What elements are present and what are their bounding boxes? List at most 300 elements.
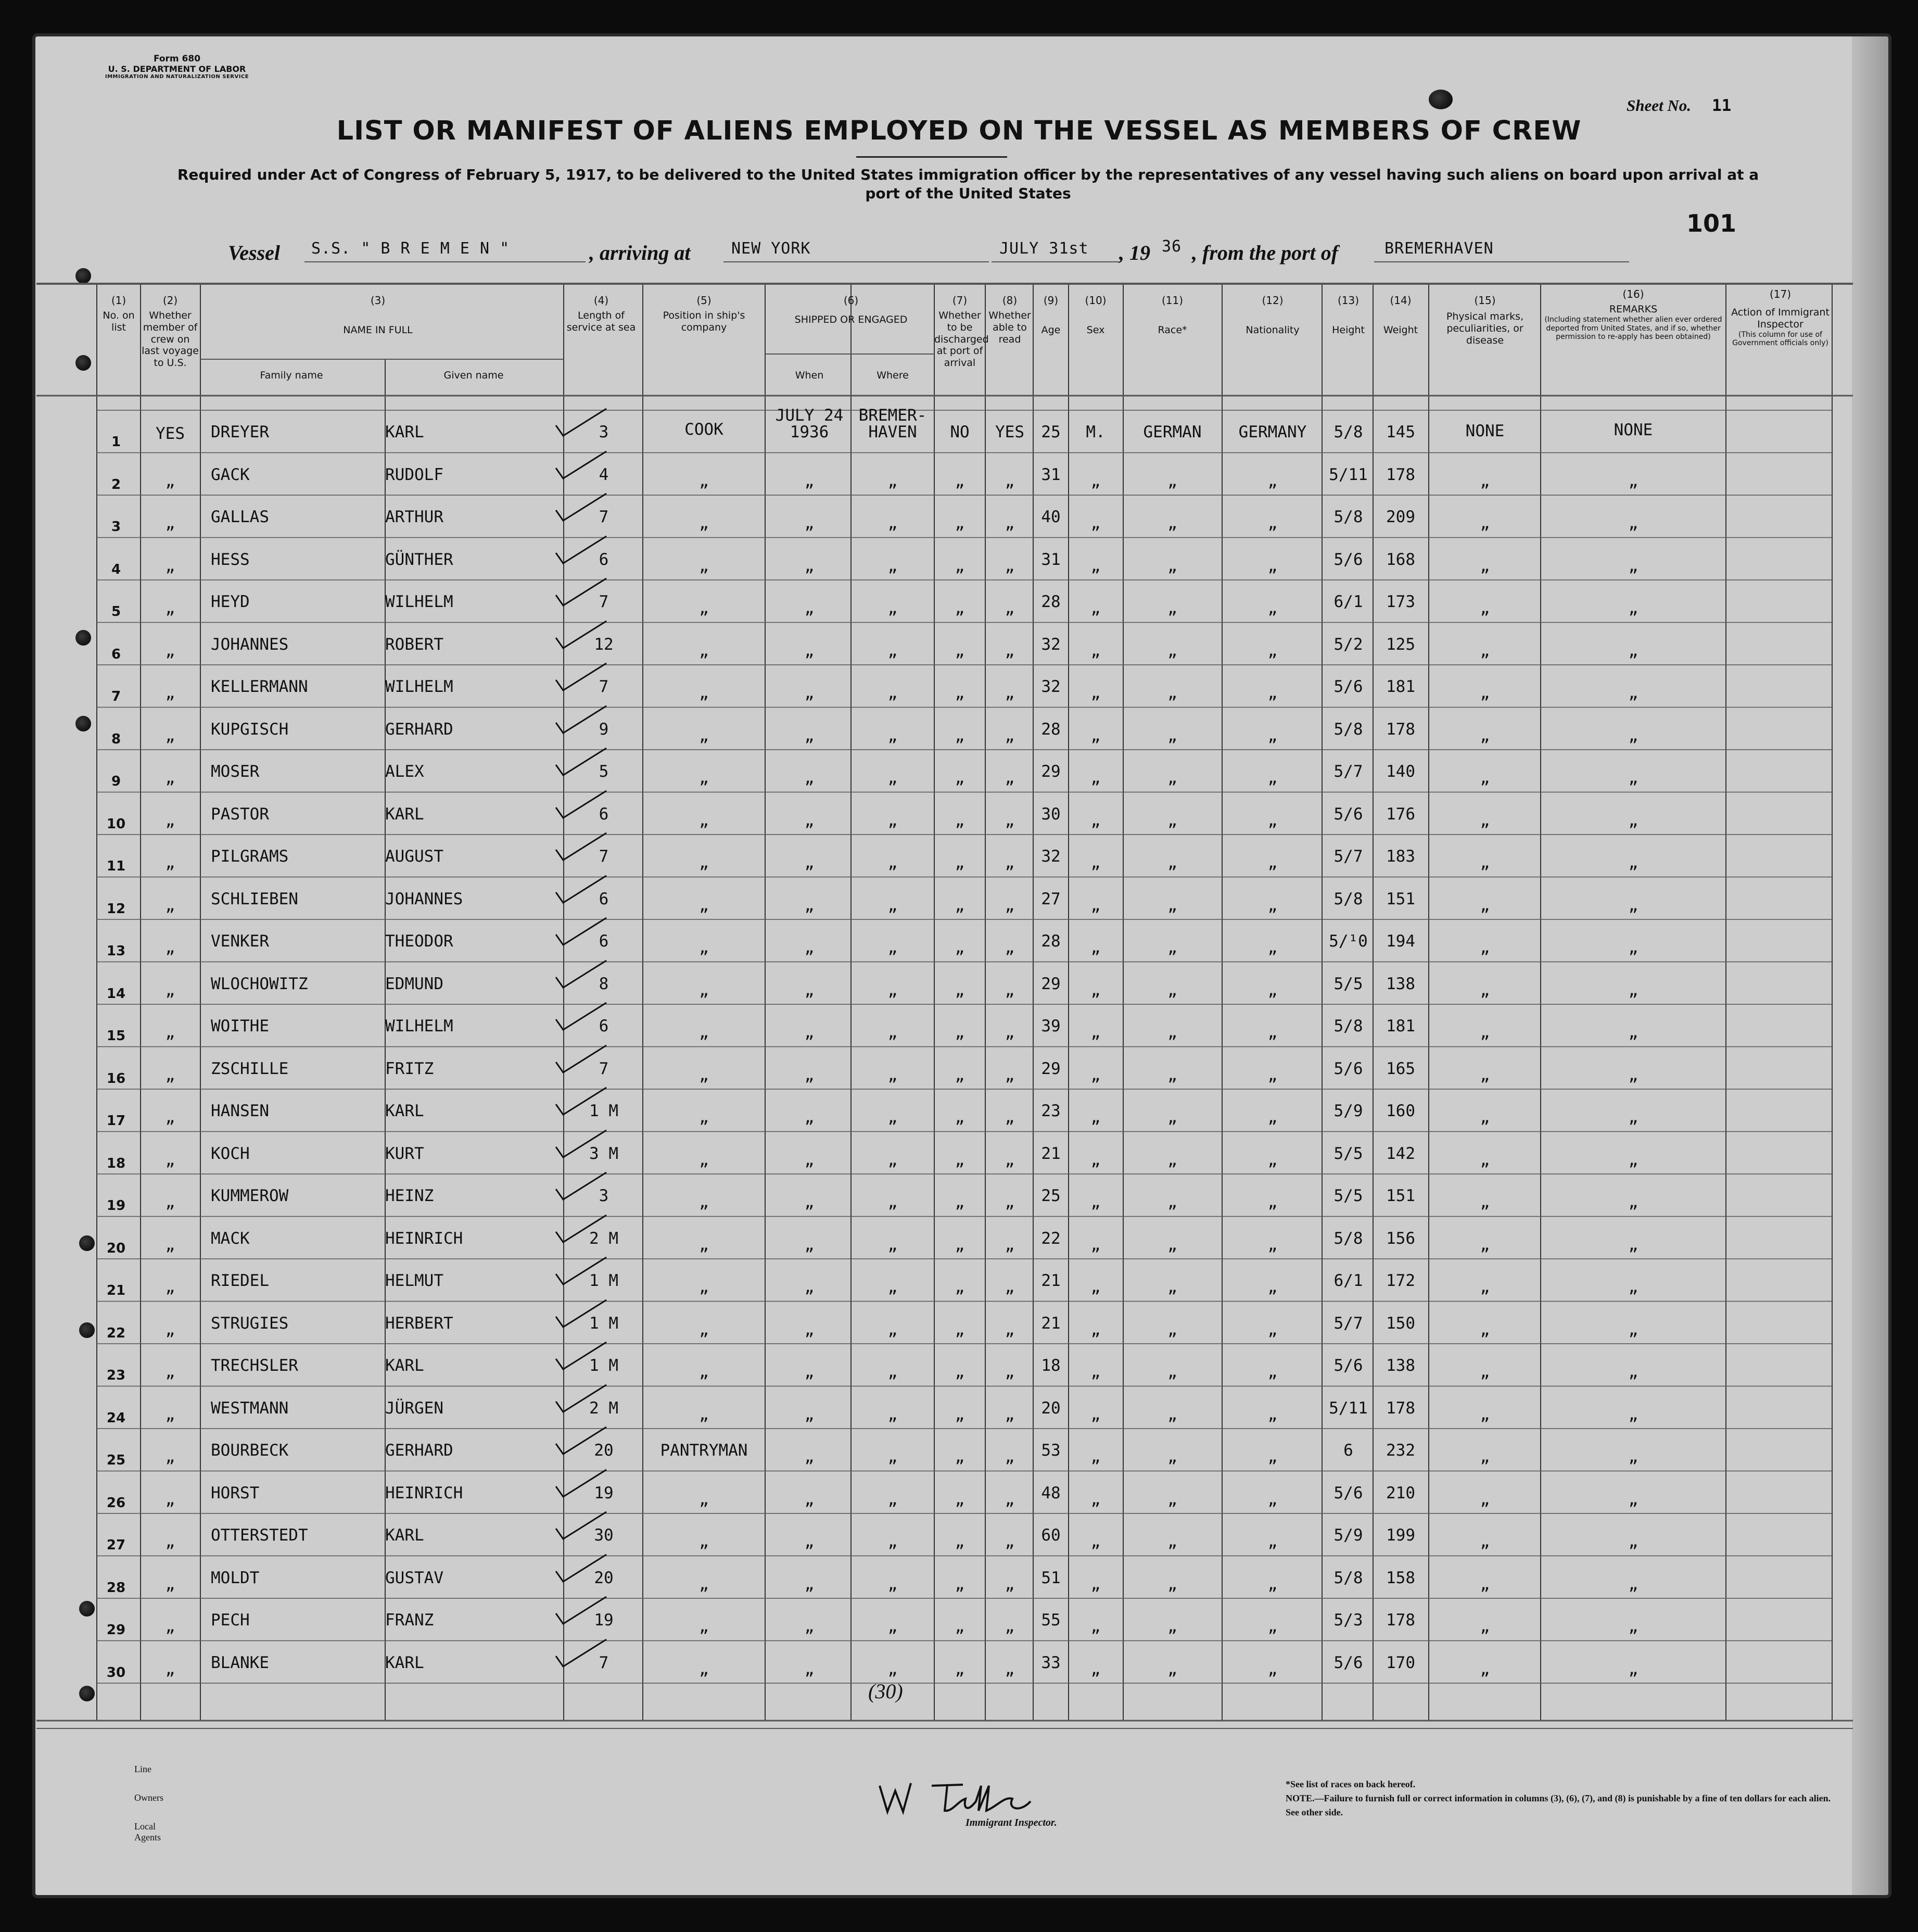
ditto-position: „ xyxy=(699,853,709,872)
ditto-remarks: „ xyxy=(1628,1023,1638,1042)
ditto-sex: „ xyxy=(1090,684,1101,702)
height: 5/5 xyxy=(1333,1144,1363,1163)
age: 21 xyxy=(1041,1144,1061,1163)
age: 27 xyxy=(1041,889,1061,908)
given-name: EDMUND xyxy=(385,974,443,993)
given-name: GERHARD xyxy=(385,719,453,739)
row-number: 8 xyxy=(111,731,121,747)
ditto-read: „ xyxy=(1005,1023,1015,1042)
given-name: GÜNTHER xyxy=(385,550,453,569)
line-label: Line xyxy=(134,1764,151,1774)
ditto-where: „ xyxy=(887,726,898,745)
family-name: JOHANNES xyxy=(211,635,289,654)
ditto-last-voyage: „ xyxy=(165,811,175,830)
age: 22 xyxy=(1041,1229,1061,1248)
header-age: (9) Age xyxy=(1041,294,1061,336)
ditto-sex: „ xyxy=(1090,1065,1101,1084)
row-number: 12 xyxy=(106,901,126,917)
page-subtitle: Required under Act of Congress of February 5, 1917, to be delivered to the United States immigration officer by the representatives of any vessel having such aliens on board upon arrival at a port of the United States xyxy=(177,166,1759,203)
height: 5/7 xyxy=(1333,1314,1363,1333)
age: 39 xyxy=(1041,1017,1061,1036)
ditto-when: „ xyxy=(804,1108,815,1127)
ditto-nationality: „ xyxy=(1267,980,1278,1000)
row-number: 21 xyxy=(106,1283,126,1298)
given-name: HEINRICH xyxy=(385,1229,463,1248)
ditto-nationality: „ xyxy=(1267,1489,1278,1509)
age: 32 xyxy=(1041,635,1061,654)
age: 40 xyxy=(1041,508,1061,526)
ditto-position: „ xyxy=(699,684,709,702)
service-length: 3 xyxy=(599,423,609,441)
weight: 150 xyxy=(1386,1314,1415,1333)
ditto-last-voyage: „ xyxy=(165,1023,175,1042)
ditto-nationality: „ xyxy=(1267,556,1278,575)
service-length: 1 M xyxy=(589,1356,618,1375)
ditto-where: „ xyxy=(887,641,898,660)
ditto-discharged: „ xyxy=(955,895,965,915)
ditto-when: „ xyxy=(804,1532,815,1551)
remarks-value: NONE xyxy=(1614,421,1653,439)
arrival-date: JULY 31st xyxy=(999,239,1089,258)
ditto-position: „ xyxy=(699,514,709,533)
ditto-when: „ xyxy=(804,1320,815,1339)
height: 5/11 xyxy=(1329,465,1368,484)
ditto-discharged: „ xyxy=(955,1193,965,1211)
ditto-sex: „ xyxy=(1090,1193,1101,1211)
height: 5/5 xyxy=(1333,974,1363,993)
family-name: WESTMANN xyxy=(211,1398,289,1418)
ditto-where: „ xyxy=(887,1362,898,1381)
year-suffix: 36 xyxy=(1162,237,1182,256)
service-length: 7 xyxy=(599,847,609,866)
shipped-where-line1: BREMER- xyxy=(858,406,927,425)
physical-value: NONE xyxy=(1465,422,1505,440)
header-where: Where xyxy=(877,370,909,381)
ditto-physical: „ xyxy=(1480,1489,1490,1509)
ditto-physical: „ xyxy=(1480,1193,1490,1211)
given-name: THEODOR xyxy=(385,932,453,951)
ditto-race: „ xyxy=(1167,1362,1177,1381)
ditto-where: „ xyxy=(887,514,898,533)
ditto-position: „ xyxy=(699,811,709,830)
ditto-read: „ xyxy=(1005,1574,1015,1594)
height: 5/8 xyxy=(1333,719,1363,739)
ditto-physical: „ xyxy=(1480,768,1490,787)
ditto-when: „ xyxy=(804,1447,815,1466)
ditto-when: „ xyxy=(804,1235,815,1254)
ditto-physical: „ xyxy=(1480,1405,1490,1424)
service-length: 30 xyxy=(594,1526,614,1545)
ditto-sex: „ xyxy=(1090,980,1101,1000)
service-length: 7 xyxy=(599,592,609,611)
check-mark xyxy=(552,1211,609,1247)
check-mark xyxy=(552,872,609,908)
ditto-nationality: „ xyxy=(1267,853,1278,872)
family-name: PECH xyxy=(211,1611,250,1630)
service-length: 7 xyxy=(599,508,609,526)
service-length: 12 xyxy=(594,635,614,654)
family-name: BOURBECK xyxy=(211,1441,289,1460)
given-name: RUDOLF xyxy=(385,465,443,484)
service-length: 6 xyxy=(599,889,609,908)
ditto-nationality: „ xyxy=(1267,938,1278,957)
weight: 142 xyxy=(1386,1144,1415,1163)
ditto-last-voyage: „ xyxy=(165,556,175,575)
ditto-read: „ xyxy=(1005,1659,1015,1678)
ditto-remarks: „ xyxy=(1628,853,1638,872)
ditto-read: „ xyxy=(1005,811,1015,830)
weight: 125 xyxy=(1386,635,1415,654)
age: 55 xyxy=(1041,1611,1061,1630)
check-mark xyxy=(552,659,609,696)
row-number: 26 xyxy=(106,1495,126,1511)
ditto-read: „ xyxy=(1005,1447,1015,1466)
height: 5/6 xyxy=(1333,804,1363,824)
height: 5/6 xyxy=(1333,1653,1363,1672)
age: 28 xyxy=(1041,932,1061,951)
weight: 232 xyxy=(1386,1441,1415,1460)
ditto-read: „ xyxy=(1005,895,1015,915)
ditto-physical: „ xyxy=(1480,641,1490,660)
family-name: ZSCHILLE xyxy=(211,1059,289,1078)
ditto-remarks: „ xyxy=(1628,471,1638,490)
header-shipped: (6) SHIPPED OR ENGAGED xyxy=(794,294,908,325)
ditto-where: „ xyxy=(887,1150,898,1169)
check-mark xyxy=(552,787,609,823)
header-last-voyage: (2) Whether member of crew on last voyage to U.S. xyxy=(142,294,199,369)
ditto-physical: „ xyxy=(1480,1362,1490,1381)
ditto-last-voyage: „ xyxy=(165,1617,175,1636)
check-mark xyxy=(552,447,609,484)
ditto-position: „ xyxy=(699,1405,709,1424)
ditto-position: „ xyxy=(699,768,709,787)
check-mark xyxy=(552,914,609,950)
shipped-when-line1: JULY 24 xyxy=(775,406,844,425)
ditto-last-voyage: „ xyxy=(165,768,175,787)
ditto-remarks: „ xyxy=(1628,1065,1638,1084)
service-length: 6 xyxy=(599,550,609,569)
ditto-physical: „ xyxy=(1480,1617,1490,1636)
ditto-when: „ xyxy=(804,938,815,957)
family-name: MOLDT xyxy=(211,1568,260,1587)
discharged-value: NO xyxy=(950,423,970,441)
ditto-read: „ xyxy=(1005,1617,1015,1636)
check-mark xyxy=(552,489,609,526)
ditto-physical: „ xyxy=(1480,853,1490,872)
ditto-remarks: „ xyxy=(1628,1193,1638,1211)
given-name: WILHELM xyxy=(385,1017,453,1036)
row-number: 15 xyxy=(106,1028,126,1044)
ditto-last-voyage: „ xyxy=(165,1108,175,1127)
ditto-race: „ xyxy=(1167,556,1177,575)
ditto-physical: „ xyxy=(1480,1574,1490,1594)
age: 20 xyxy=(1041,1398,1061,1418)
ditto-read: „ xyxy=(1005,1489,1015,1509)
row-number: 19 xyxy=(106,1198,126,1214)
header-name: (3) NAME IN FULL xyxy=(343,294,413,336)
weight: 140 xyxy=(1386,762,1415,781)
races-note: *See list of races on back hereof. xyxy=(1286,1779,1416,1789)
ditto-race: „ xyxy=(1167,895,1177,915)
height: 5/7 xyxy=(1333,847,1363,866)
check-mark xyxy=(552,405,609,441)
ditto-when: „ xyxy=(804,1659,815,1678)
given-name: WILHELM xyxy=(385,677,453,696)
given-name: KARL xyxy=(385,423,424,441)
given-name: KURT xyxy=(385,1144,424,1163)
ditto-race: „ xyxy=(1167,684,1177,702)
height: 5/8 xyxy=(1333,1229,1363,1248)
row-number: 6 xyxy=(111,646,121,662)
last-voyage-value: YES xyxy=(156,424,185,443)
ditto-where: „ xyxy=(887,1617,898,1636)
service-length: 6 xyxy=(599,1017,609,1036)
check-mark xyxy=(552,1126,609,1163)
ditto-where: „ xyxy=(887,599,898,617)
header-physical: (15) Physical marks, peculiarities, or disease xyxy=(1446,294,1524,346)
check-mark xyxy=(552,1083,609,1120)
ditto-when: „ xyxy=(804,1278,815,1296)
ditto-nationality: „ xyxy=(1267,811,1278,830)
given-name: GUSTAV xyxy=(385,1568,443,1587)
age: 32 xyxy=(1041,847,1061,866)
ditto-race: „ xyxy=(1167,1235,1177,1254)
service-length: 7 xyxy=(599,1059,609,1078)
ditto-physical: „ xyxy=(1480,726,1490,745)
family-name: GACK xyxy=(211,465,250,484)
ditto-remarks: „ xyxy=(1628,1108,1638,1127)
ditto-read: „ xyxy=(1005,1405,1015,1424)
service-length: 20 xyxy=(594,1441,614,1460)
ditto-race: „ xyxy=(1167,1659,1177,1678)
ditto-position: „ xyxy=(699,1193,709,1211)
service-length: 19 xyxy=(594,1611,614,1630)
fine-note: NOTE.—Failure to furnish full or correct information in columns (3), (6), (7), and (8) is punishable by a fine of ten dollars for each alien. See other side. xyxy=(1286,1793,1831,1817)
header-given-name: Given name xyxy=(443,370,504,381)
ditto-read: „ xyxy=(1005,1150,1015,1169)
ditto-sex: „ xyxy=(1090,556,1101,575)
height: 5/2 xyxy=(1333,635,1363,654)
ditto-read: „ xyxy=(1005,1065,1015,1084)
ditto-position: „ xyxy=(699,556,709,575)
ditto-remarks: „ xyxy=(1628,980,1638,1000)
ditto-position: „ xyxy=(699,1617,709,1636)
weight: 172 xyxy=(1386,1271,1415,1290)
weight: 178 xyxy=(1386,1398,1415,1418)
ditto-last-voyage: „ xyxy=(165,1150,175,1169)
check-mark xyxy=(552,1635,609,1672)
ditto-last-voyage: „ xyxy=(165,1235,175,1254)
ditto-last-voyage: „ xyxy=(165,599,175,617)
ditto-remarks: „ xyxy=(1628,1405,1638,1424)
ditto-read: „ xyxy=(1005,1235,1015,1254)
ditto-when: „ xyxy=(804,853,815,872)
given-name: FRANZ xyxy=(385,1611,434,1630)
ditto-read: „ xyxy=(1005,471,1015,490)
ditto-race: „ xyxy=(1167,768,1177,787)
ditto-position: „ xyxy=(699,641,709,660)
ditto-sex: „ xyxy=(1090,1447,1101,1466)
ditto-last-voyage: „ xyxy=(165,1362,175,1381)
ditto-remarks: „ xyxy=(1628,768,1638,787)
ditto-remarks: „ xyxy=(1628,1362,1638,1381)
ditto-sex: „ xyxy=(1090,641,1101,660)
header-discharged: (7) Whether to be discharged at port of arrival xyxy=(934,294,989,369)
weight: 158 xyxy=(1386,1568,1415,1587)
row-number: 1 xyxy=(111,434,121,450)
owners-label: Owners xyxy=(134,1792,163,1803)
check-mark xyxy=(552,956,609,993)
ditto-discharged: „ xyxy=(955,1405,965,1424)
ditto-nationality: „ xyxy=(1267,1065,1278,1084)
ditto-sex: „ xyxy=(1090,1150,1101,1169)
ditto-discharged: „ xyxy=(955,1150,965,1169)
check-mark xyxy=(552,617,609,653)
ditto-when: „ xyxy=(804,1489,815,1509)
header-read: (8) Whether able to read xyxy=(988,294,1031,345)
row-number: 18 xyxy=(106,1155,126,1171)
ditto-when: „ xyxy=(804,980,815,1000)
weight: 138 xyxy=(1386,974,1415,993)
ditto-position: „ xyxy=(699,1023,709,1042)
family-name: PILGRAMS xyxy=(211,847,289,866)
age: 21 xyxy=(1041,1271,1061,1290)
ditto-last-voyage: „ xyxy=(165,980,175,1000)
ditto-when: „ xyxy=(804,1065,815,1084)
weight: 181 xyxy=(1386,1017,1415,1036)
check-mark xyxy=(552,702,609,738)
weight: 168 xyxy=(1386,550,1415,569)
ditto-when: „ xyxy=(804,895,815,915)
ditto-remarks: „ xyxy=(1628,556,1638,575)
ditto-position: „ xyxy=(699,938,709,957)
age: 28 xyxy=(1041,719,1061,739)
ditto-race: „ xyxy=(1167,1574,1177,1594)
ditto-position: „ xyxy=(699,471,709,490)
row-number: 27 xyxy=(106,1537,126,1553)
ditto-race: „ xyxy=(1167,811,1177,830)
header-position: (5) Position in ship's company xyxy=(663,294,745,333)
service-length: 7 xyxy=(599,677,609,696)
header-race: (11) Race* xyxy=(1158,294,1187,336)
age: 31 xyxy=(1041,550,1061,569)
form-number: Form 680 xyxy=(153,54,201,64)
ditto-sex: „ xyxy=(1090,1532,1101,1551)
service-length: 7 xyxy=(599,1653,609,1672)
ditto-discharged: „ xyxy=(955,1023,965,1042)
height: 6/1 xyxy=(1333,592,1363,611)
ditto-read: „ xyxy=(1005,938,1015,957)
ditto-sex: „ xyxy=(1090,1574,1101,1594)
ditto-when: „ xyxy=(804,811,815,830)
ditto-discharged: „ xyxy=(955,1320,965,1339)
ditto-where: „ xyxy=(887,980,898,1000)
ditto-race: „ xyxy=(1167,853,1177,872)
row-number: 28 xyxy=(106,1580,126,1596)
ditto-physical: „ xyxy=(1480,1108,1490,1127)
weight: 151 xyxy=(1386,1186,1415,1205)
height: 6/1 xyxy=(1333,1271,1363,1290)
ditto-sex: „ xyxy=(1090,1108,1101,1127)
ditto-race: „ xyxy=(1167,599,1177,617)
family-name: KOCH xyxy=(211,1144,250,1163)
race-value: GERMAN xyxy=(1143,423,1202,441)
ditto-where: „ xyxy=(887,1193,898,1211)
ditto-where: „ xyxy=(887,1659,898,1678)
ditto-last-voyage: „ xyxy=(165,895,175,915)
ditto-remarks: „ xyxy=(1628,1532,1638,1551)
age: 32 xyxy=(1041,677,1061,696)
ditto-where: „ xyxy=(887,1574,898,1594)
ditto-last-voyage: „ xyxy=(165,938,175,957)
age: 29 xyxy=(1041,1059,1061,1078)
service-length: 4 xyxy=(599,465,609,484)
weight: 199 xyxy=(1386,1526,1415,1545)
ditto-race: „ xyxy=(1167,514,1177,533)
ditto-position: „ xyxy=(699,895,709,915)
ditto-remarks: „ xyxy=(1628,895,1638,915)
height: 5/¹0 xyxy=(1329,932,1368,951)
height: 5/7 xyxy=(1333,762,1363,781)
header-service: (4) Length of service at sea xyxy=(566,294,636,333)
age: 25 xyxy=(1041,1186,1061,1205)
header-when: When xyxy=(795,370,824,381)
header-no: (1) No. on list xyxy=(103,294,135,333)
ditto-remarks: „ xyxy=(1628,684,1638,702)
given-name: GERHARD xyxy=(385,1441,453,1460)
ditto-sex: „ xyxy=(1090,1278,1101,1296)
ditto-when: „ xyxy=(804,641,815,660)
ditto-where: „ xyxy=(887,1447,898,1466)
ditto-position: „ xyxy=(699,599,709,617)
family-name: SCHLIEBEN xyxy=(211,889,298,908)
department: U. S. DEPARTMENT OF LABOR xyxy=(108,64,246,74)
check-mark xyxy=(552,1381,609,1417)
ditto-read: „ xyxy=(1005,726,1015,745)
ditto-discharged: „ xyxy=(955,1574,965,1594)
ditto-sex: „ xyxy=(1090,599,1101,617)
ditto-read: „ xyxy=(1005,1320,1015,1339)
weight: 160 xyxy=(1386,1102,1415,1120)
ditto-when: „ xyxy=(804,1150,815,1169)
ditto-last-voyage: „ xyxy=(165,1447,175,1466)
from-label: , from the port of xyxy=(1192,241,1339,264)
row-number: 10 xyxy=(106,816,126,832)
ditto-physical: „ xyxy=(1480,556,1490,575)
position-value: COOK xyxy=(684,420,723,439)
weight: 181 xyxy=(1386,677,1415,696)
ditto-last-voyage: „ xyxy=(165,1574,175,1594)
ditto-discharged: „ xyxy=(955,556,965,575)
ditto-race: „ xyxy=(1167,1278,1177,1296)
ditto-remarks: „ xyxy=(1628,726,1638,745)
ditto-where: „ xyxy=(887,1532,898,1551)
given-name: KARL xyxy=(385,1102,424,1120)
ditto-read: „ xyxy=(1005,1532,1015,1551)
ditto-physical: „ xyxy=(1480,599,1490,617)
row-number: 13 xyxy=(106,943,126,959)
ditto-nationality: „ xyxy=(1267,1362,1278,1381)
age: 31 xyxy=(1041,465,1061,484)
service-length: 5 xyxy=(599,762,609,781)
ditto-discharged: „ xyxy=(955,938,965,957)
ditto-nationality: „ xyxy=(1267,1278,1278,1296)
ditto-nationality: „ xyxy=(1267,1193,1278,1211)
ditto-position: „ xyxy=(699,1574,709,1594)
family-name: RIEDEL xyxy=(211,1271,269,1290)
row-number: 7 xyxy=(111,689,121,704)
check-mark xyxy=(552,744,609,780)
